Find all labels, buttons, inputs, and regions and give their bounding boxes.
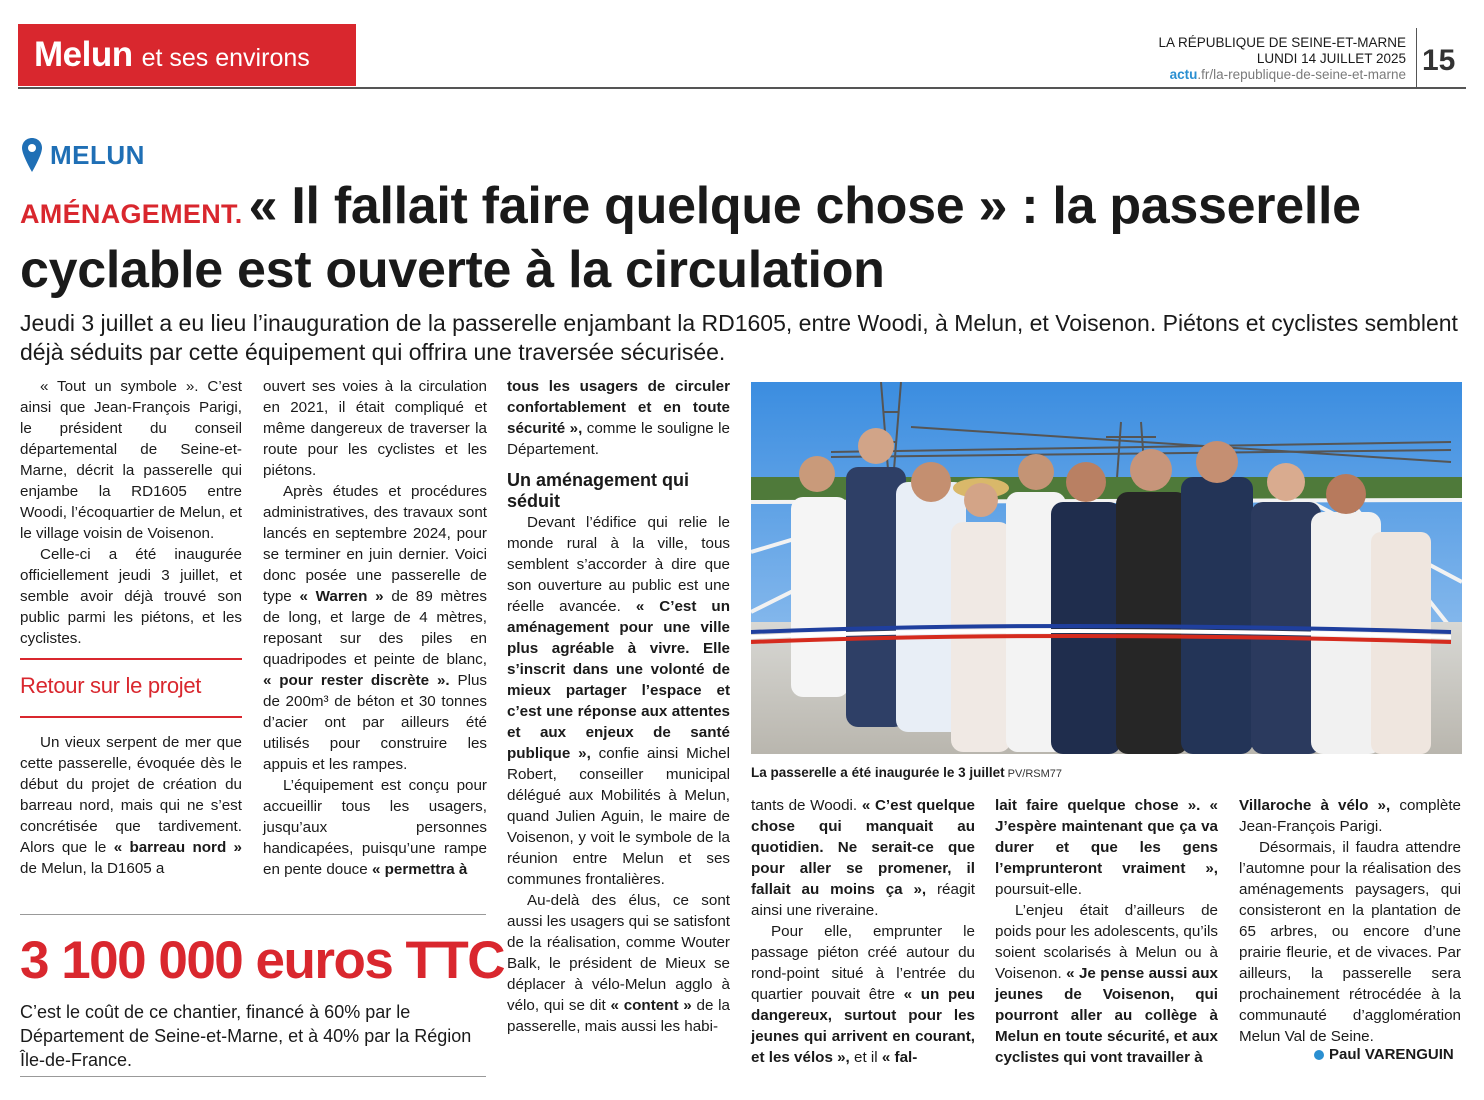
location-tag (22, 138, 145, 172)
location-pin-icon (22, 138, 42, 172)
paragraph: tous les usagers de circuler confortablement et en toute sécurité », comme le souligne le Département. (507, 378, 730, 458)
masthead (1158, 35, 1406, 83)
website-link[interactable]: actu.fr/la-republique-de-seine-et-marne (1169, 67, 1406, 82)
standfirst: Jeudi 3 juillet a eu lieu l’inauguration de la passerelle enjambant la RD1605, entre Woodi, à Melun, et Voisenon. Piétons et cyclistes semblent déjà séduits par cette équipement qui offrira une traversée sécurisée. (20, 310, 1458, 365)
paragraph: lait faire quelque chose ». « J’espère maintenant que ça va durer et que les gens l’emprunteront vraiment », poursuit-elle. (995, 797, 1218, 898)
paragraph: Désormais, il faudra attendre l’automne pour la réalisation des aménagements paysagers, qui consisteront en la plantation de 65 arbres, ou encore d’une prairie fleurie, et de vivaces. Par ailleurs, la passerelle sera prochainement rétrocédée à la communauté d’agglomération Melun Val de Seine. (1239, 839, 1461, 1045)
paragraph: tants de Woodi. « C’est quelque chose qui manquait au quotidien. Ne serait-ce que pour aller se promener, il fallait au moins ça », réagit ainsi une riveraine. (751, 797, 975, 919)
article-column-6 (1239, 795, 1461, 1047)
section-title: Melun (34, 35, 133, 74)
paragraph: L’équipement est conçu pour accueillir tous les usagers, jusqu’aux personnes handicapées, puisqu’une rampe en pente douce « permettra à (263, 777, 487, 878)
newspaper-name: LA RÉPUBLIQUE DE SEINE-ET-MARNE (1158, 35, 1406, 50)
cost-figure: 3 100 000 euros TTC (20, 931, 505, 990)
cost-description: C’est le coût de ce chantier, financé à 60% par le Département de Seine-et-Marne, et à 40% par la Région Île-de-France. (20, 1002, 472, 1070)
paragraph: Après études et procédures administratives, des travaux sont lancés en septembre 2024, pour se terminer en juin dernier. Voici donc posée une passerelle de type « Warren » de 89 mètres de long, et large de 4 mètres, reposant sur des piles en quadripodes et peinte de blanc, « pour rester discrète ». Plus de 200m³ de béton et 30 tonnes d’acier ont par ailleurs été utilisés pour construire les appuis et les rampes. (263, 483, 487, 773)
box-rule-top (20, 914, 486, 915)
photo-caption: La passerelle a été inaugurée le 3 juillet PV/RSM77 (751, 765, 1063, 780)
paragraph: Devant l’édifice qui relie le monde rural à la ville, tous semblent s’accorder à dire que son ouverture au public est une réelle avancée. « C’est un aménagement pour une ville plus agréable à vivre. Elle s’inscrit dans une volonté de mieux partager l’espace et c’est une réponse aux attentes et aux enjeux de santé publique », confie ainsi Michel Robert, conseiller municipal délégué aux Mobilités à Melun, quand Julien Aguin, le maire de Voisenon, y voit le symbole de la réunion entre Melun et ses communes frontalières. (507, 514, 730, 888)
article-column-1 (20, 376, 242, 649)
paragraph: Un vieux serpent de mer que cette passerelle, évoquée dès le début du projet de création du barreau nord, mais qui ne s’est concrétisée que tardivement. Alors que le « barreau nord » de Melun, la D1605 a (20, 734, 242, 877)
inauguration-photo (751, 382, 1462, 754)
section-subtitle: et ses environs (141, 43, 310, 72)
paragraph: L’enjeu était d’ailleurs de poids pour les adolescents, qu’ils soient scolarisés à Melun ou à Voisenon. « Je pense aussi aux jeunes de Voisenon, qui pourront aller au collège à Melun en toute sécurité, et aux cyclistes qui vont travailler à (995, 902, 1218, 1066)
author-byline (1314, 1046, 1454, 1063)
section-banner (18, 24, 356, 86)
article-column-4 (751, 795, 975, 1068)
headline-title: « Il fallait faire quelque chose » : la passerelle cyclable est ouverte à la circulation (20, 177, 1361, 299)
header-rule (18, 87, 1466, 89)
box-rule-bottom (20, 1076, 486, 1077)
page-number: 15 (1422, 44, 1456, 77)
headline (20, 178, 1460, 298)
article-column-5 (995, 795, 1218, 1068)
subhead-seduit: Un aménagement qui séduit (507, 470, 690, 511)
headline-kicker: AMÉNAGEMENT. (20, 199, 243, 229)
location-name: MELUN (50, 139, 145, 170)
author-name: Paul VARENGUIN (1329, 1046, 1454, 1063)
paragraph: Villaroche à vélo », complète Jean-François Parigi. (1239, 797, 1461, 835)
paragraph: Au-delà des élus, ce sont aussi les usagers qui se satisfont de la réalisation, comme Wouter Balk, le président de Mieux se déplacer à vélo-Melun agglo à vélo, qui se dit « content » de la passerelle, mais aussi les habi- (507, 892, 730, 1035)
paragraph: Pour elle, emprunter le passage piéton créé autour du rond-point situé à l’entrée du quartier pouvait être « un peu dangereux, surtout pour les jeunes qui arrivent en courant, et les vélos », et il « fal- (751, 923, 975, 1066)
article-column-3 (507, 376, 730, 1037)
paragraph: « Tout un symbole ». C’est ainsi que Jean-François Parigi, le président du conseil départemental de Seine-et-Marne, décrit la passerelle qui enjambe la RD1605 entre Woodi, l’écoquartier de Melun, et le village voisin de Voisenon. (20, 378, 242, 542)
subhead-retour (20, 658, 242, 718)
article-column-2 (263, 376, 487, 880)
page-divider (1416, 28, 1417, 88)
paragraph: Celle-ci a été inaugurée officiellement jeudi 3 juillet, et semble avoir déjà trouvé son public parmi les piétons, et les cyclistes. (20, 546, 242, 647)
subhead-retour-text: Retour sur le projet (20, 673, 202, 698)
photo-credit: PV/RSM77 (1007, 768, 1063, 780)
article-column-1-continued (20, 732, 242, 879)
paragraph: ouvert ses voies à la circulation en 2021, il était compliqué et même dangereux de traverser la route pour les cyclistes et les piétons. (263, 378, 487, 479)
issue-date: LUNDI 14 JUILLET 2025 (1256, 51, 1406, 66)
bullet-icon (1314, 1050, 1324, 1060)
